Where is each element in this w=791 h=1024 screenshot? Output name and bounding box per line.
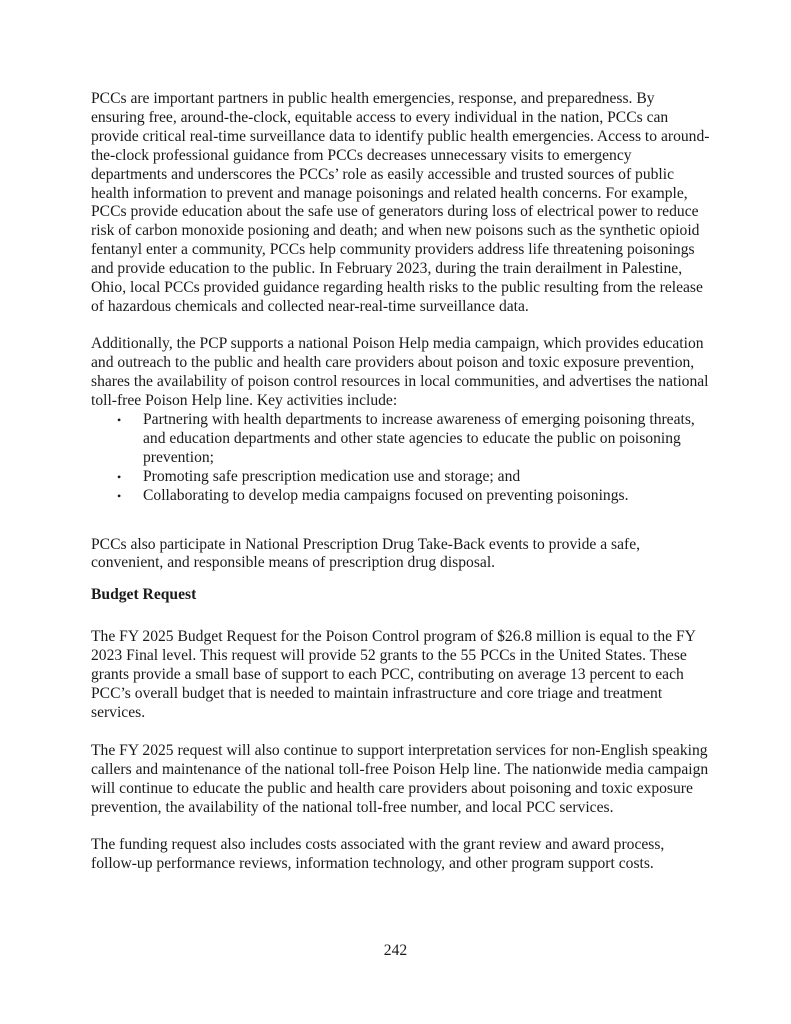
paragraph-pcc-partners: PCCs are important partners in public health emergencies, response, and preparedness. By ensuring free, around-the-clock, equitable access to every individual in the nation, PCCs can provide critical real-time surveillance data to identify public health emergencies. Access to around-the-clock professional guidance from PCCs decreases unnecessary visits to emergency departments and underscores the PCCs’ role as easily accessible and trusted sources of public health information to prevent and manage poisonings and related health concerns. For example, PCCs provide education about the safe use of generators during loss of electrical power to reduce risk of carbon monoxide posioning and death; and when new poisons such as the synthetic opioid fentanyl enter a community, PCCs help community providers address life threatening poisonings and provide education to the public. In February 2023, during the train derailment in Palestine, Ohio, local PCCs provided guidance regarding health risks to the public resulting from the release of hazardous chemicals and collected near-real-time surveillance data. — [91, 90, 710, 315]
bullet-icon: • — [117, 413, 122, 427]
paragraph-take-back: PCCs also participate in National Prescription Drug Take-Back events to provide a safe, convenient, and responsible means of prescription drug disposal. — [91, 535, 641, 572]
page-number: 242 — [383, 942, 408, 959]
list-item — [91, 487, 711, 506]
paragraph-interpretation-services: The FY 2025 request will also continue to support interpretation services for non-English speaking callers and maintenance of the national toll-free Poison Help line. The nationwide media campaign will continue to educate the public and health care providers about poisoning and toxic exposure prevention, the availability of the national toll-free number, and local PCC services. — [91, 741, 709, 816]
list-item-text: Partnering with health departments to increase awareness of emerging poisoning threats, and education departments and other state agencies to educate the public on poisoning prevention; — [143, 411, 695, 466]
document-page — [91, 90, 711, 874]
paragraph-media-campaign: Additionally, the PCP supports a national Poison Help media campaign, which provides education and outreach to the public and health care providers about poison and toxic exposure prevention, shares the availability of poison control resources in local communities, and advertises the national toll-free Poison Help line. Key activities include: — [91, 335, 709, 410]
bullet-icon: • — [117, 488, 122, 503]
list-item-text: Collaborating to develop media campaigns focused on preventing poisonings. — [143, 486, 629, 504]
bullet-icon: • — [117, 469, 122, 484]
list-item — [91, 411, 711, 468]
paragraph-funding-costs: The funding request also includes costs associated with the grant review and award process, follow-up performance reviews, information technology, and other program support costs. — [91, 836, 665, 873]
section-heading-budget-request: Budget Request — [91, 586, 197, 604]
list-item-text: Promoting safe prescription medication use and storage; and — [143, 467, 521, 485]
paragraph-budget-request: The FY 2025 Budget Request for the Poison Control program of $26.8 million is equal to the FY 2023 Final level. This request will provide 52 grants to the 55 PCCs in the United States. These grants provide a small base of support to each PCC, contributing on average 13 percent to each PCC’s overall budget that is needed to maintain infrastructure and core triage and treatment services. — [91, 628, 696, 721]
list-item — [91, 468, 711, 487]
key-activities-list — [91, 411, 711, 506]
